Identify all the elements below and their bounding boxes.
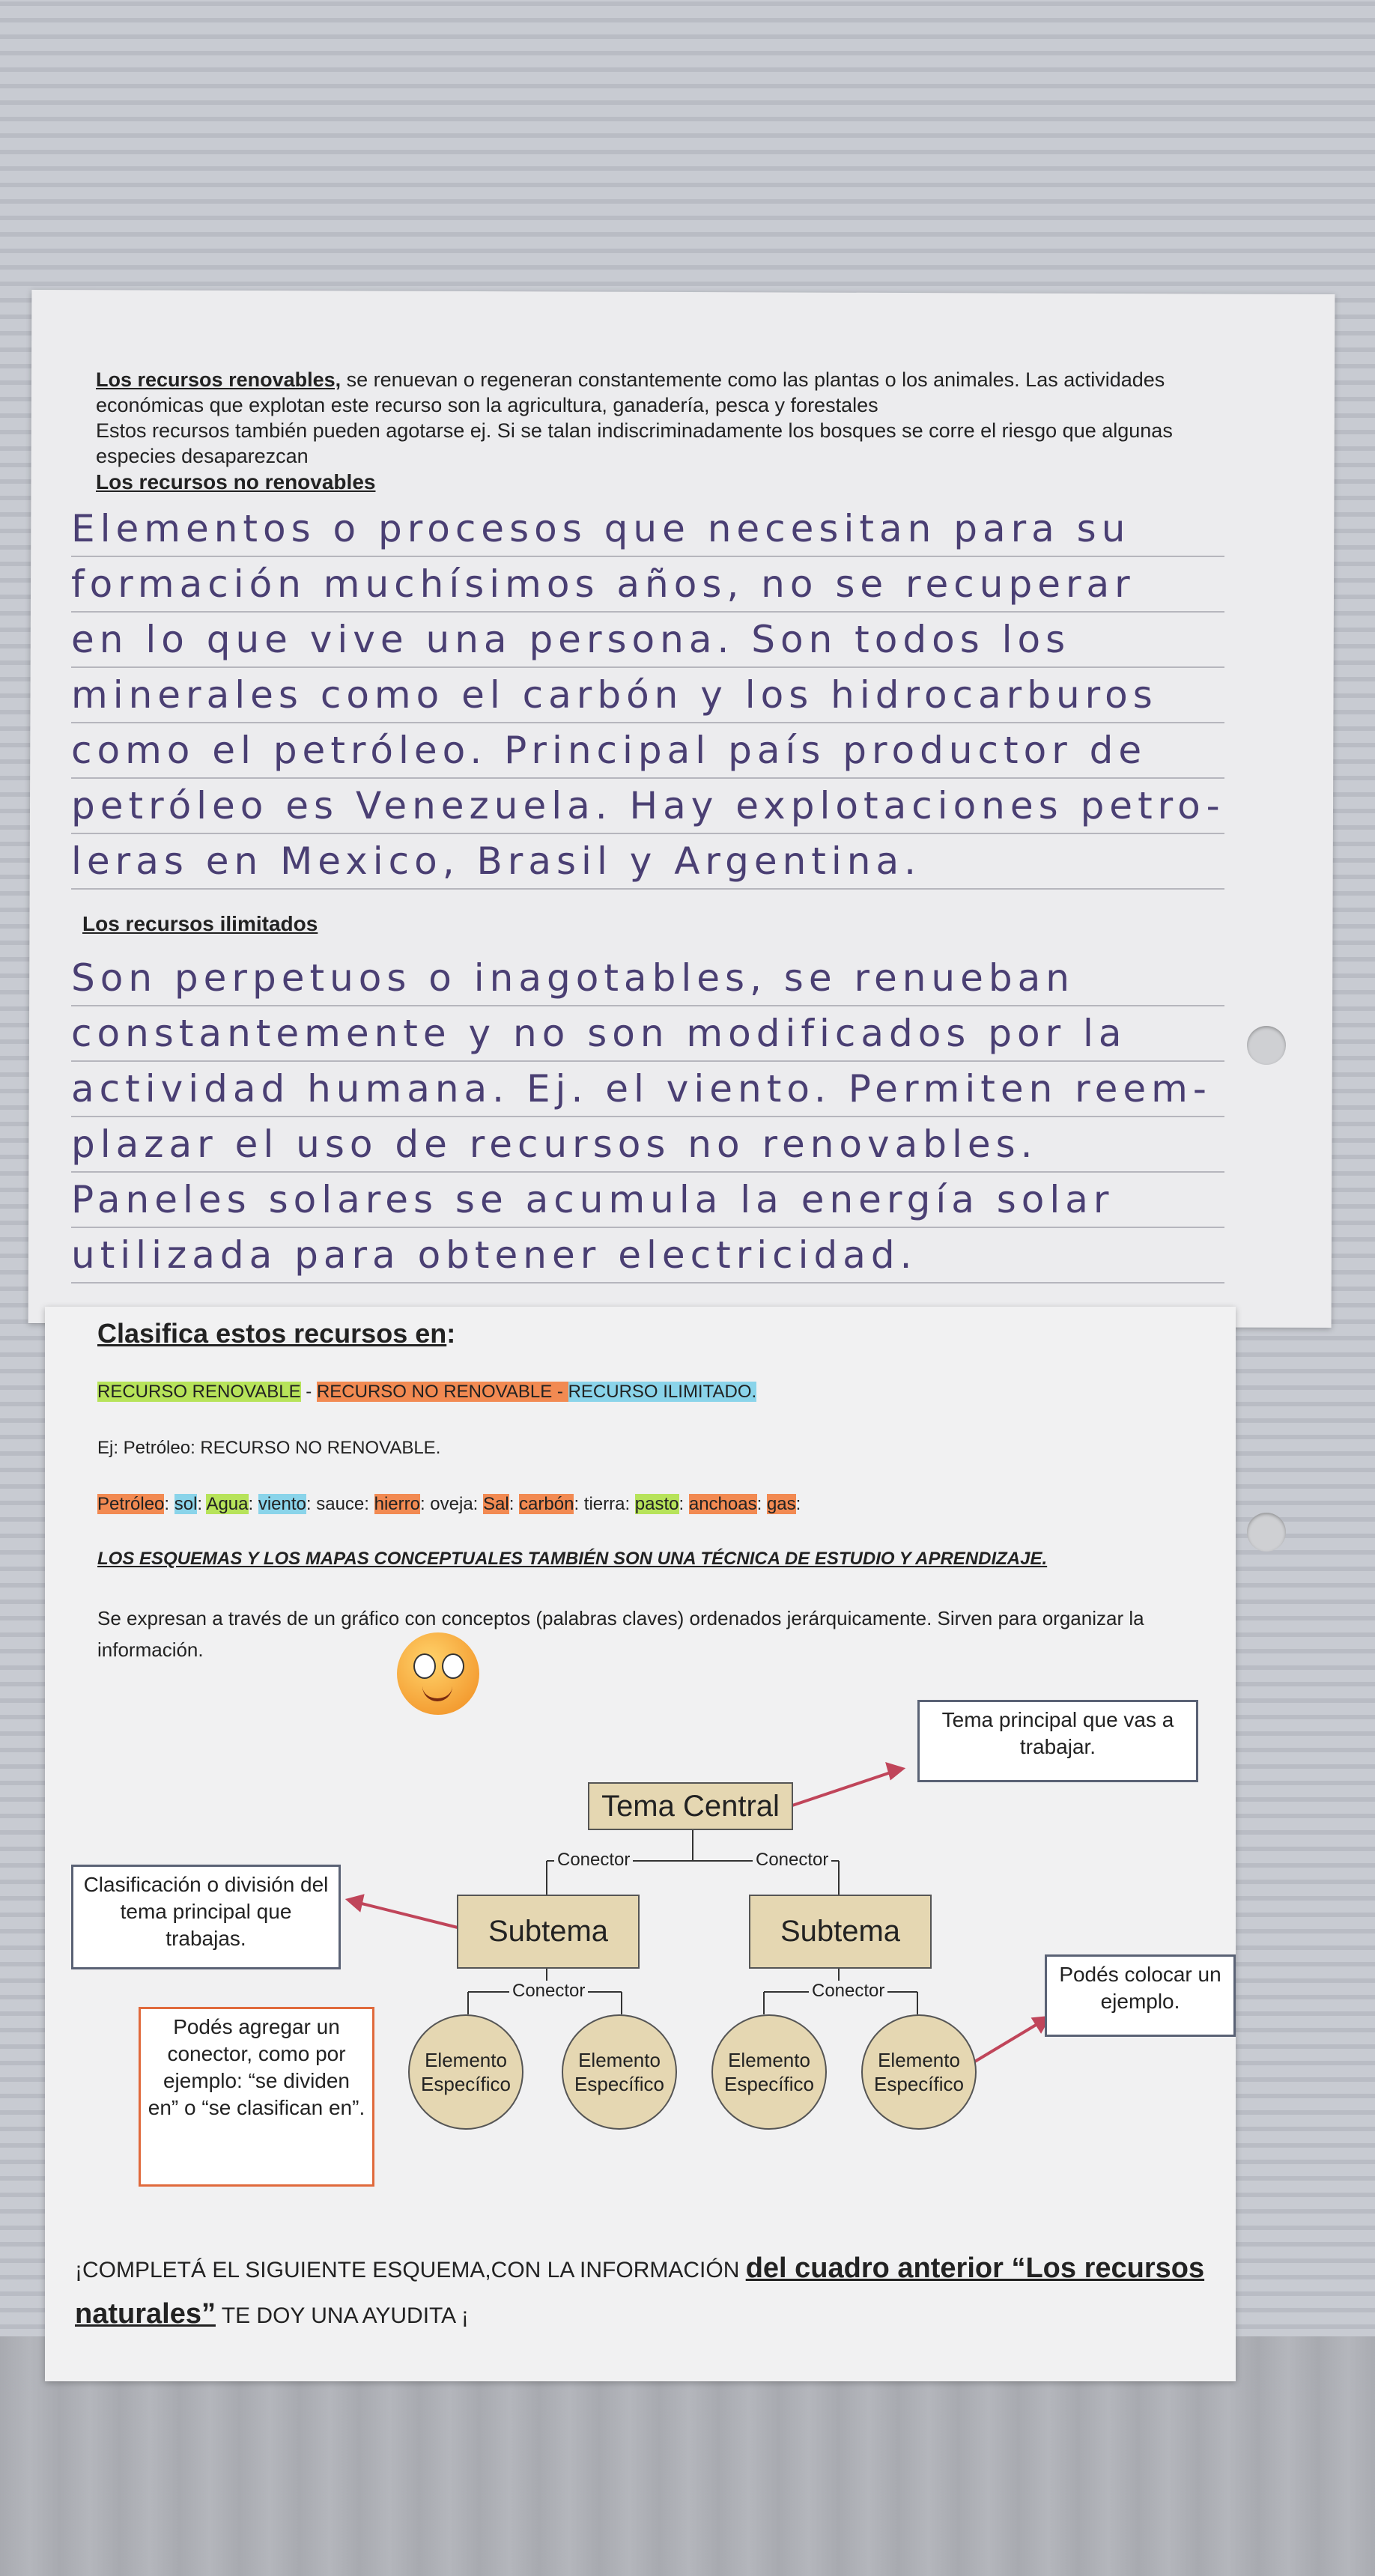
conector-label: Conector	[509, 1981, 588, 2002]
tema-central-box: Tema Central	[588, 1782, 793, 1830]
resource-item: viento	[258, 1494, 306, 1514]
handwritten-line: actividad humana. Ej. el viento. Permiten reem-	[71, 1062, 1224, 1117]
note-tema-principal: Tema principal que vas a trabajar.	[917, 1700, 1198, 1782]
resource-item: Agua	[206, 1494, 249, 1514]
resource-item: gas	[766, 1494, 796, 1514]
no-renovables-title: Los recursos no renovables	[96, 470, 376, 493]
example-line: Ej: Petróleo: RECURSO NO RENOVABLE.	[97, 1438, 441, 1458]
category-no-renovable: RECURSO NO RENOVABLE -	[316, 1382, 568, 1402]
resource-item: Sal	[483, 1494, 509, 1514]
renovables-title: Los recursos renovables,	[96, 368, 342, 391]
clasifica-colon: :	[446, 1318, 456, 1349]
handwritten-line: constantemente y no son modificados por la	[71, 1006, 1224, 1062]
handwritten-line: Paneles solares se acumula la energía solar	[71, 1173, 1224, 1228]
handwritten-line: Son perpetuos o inagotables, se renueban	[71, 951, 1224, 1006]
resource-item: anchoas	[688, 1494, 757, 1514]
handwritten-line: en lo que vive una persona. Son todos los	[71, 613, 1224, 668]
handwritten-line: petróleo es Venezuela. Hay explotaciones petro-	[71, 779, 1224, 834]
esquemas-title: LOS ESQUEMAS Y LOS MAPAS CONCEPTUALES TAMBIÉN SON UNA TÉCNICA DE ESTUDIO Y APRENDIZAJE.	[97, 1549, 1048, 1569]
final-text-2: TE DOY UNA AYUDITA ¡	[215, 2303, 469, 2328]
resource-item: carbón	[519, 1494, 574, 1514]
subtema-box: Subtema	[749, 1895, 932, 1969]
resource-item: : sauce:	[306, 1494, 374, 1514]
resource-item: Petróleo	[97, 1494, 165, 1514]
note-conector: Podés agregar un conector, como por ejemplo: “se dividen en” o “se clasifican en”.	[139, 2007, 374, 2187]
category-ilimitado: RECURSO ILIMITADO.	[568, 1382, 757, 1402]
elemento-circle: Elemento Específico	[861, 2014, 977, 2130]
esquemas-text: Se expresan a través de un gráfico con conceptos (palabras claves) ordenados jerárquicamente. Sirven para organizar la información.	[97, 1607, 1144, 1661]
final-text-bold: del cuadro anterior “Los recursos naturales”	[75, 2253, 1205, 2330]
resource-item: sol	[174, 1494, 198, 1514]
resource-item: :	[197, 1494, 207, 1514]
conector-label: Conector	[753, 1850, 831, 1871]
resource-item: :	[756, 1494, 767, 1514]
resource-item: :	[795, 1494, 801, 1514]
handwritten-line: minerales como el carbón y los hidrocarburos	[71, 668, 1224, 723]
resource-item: :	[248, 1494, 258, 1514]
category-renovable: RECURSO RENOVABLE	[97, 1382, 301, 1402]
resource-item: :	[679, 1494, 689, 1514]
note-clasificacion: Clasificación o división del tema principal que trabajas.	[71, 1865, 341, 1969]
renovables-text-2: Estos recursos también pueden agotarse ej. Si se talan indiscriminadamente los bosques se corre el riesgo que algunas especies desaparezcan	[96, 419, 1173, 467]
elemento-circle: Elemento Específico	[711, 2014, 827, 2130]
clasifica-title: Clasifica estos recursos en	[97, 1318, 447, 1349]
handwritten-line: plazar el uso de recursos no renovables.	[71, 1117, 1224, 1173]
handwritten-line: Elementos o procesos que necesitan para su	[71, 502, 1224, 557]
resource-item: pasto	[634, 1494, 679, 1514]
subtema-box: Subtema	[457, 1895, 640, 1969]
resource-item: : tierra:	[574, 1494, 635, 1514]
resource-item: :	[164, 1494, 174, 1514]
note-ejemplo: Podés colocar un ejemplo.	[1045, 1954, 1236, 2037]
resource-item: hierro	[374, 1494, 420, 1514]
handwritten-line: leras en Mexico, Brasil y Argentina.	[71, 834, 1224, 890]
elemento-circle: Elemento Específico	[408, 2014, 523, 2130]
final-instruction	[75, 2247, 1243, 2338]
ilimitados-title: Los recursos ilimitados	[82, 912, 318, 935]
resource-item: : oveja:	[419, 1494, 484, 1514]
handwritten-line: formación muchísimos años, no se recuperar	[71, 557, 1224, 613]
final-text-1: ¡COMPLETÁ EL SIGUIENTE ESQUEMA,CON LA INFORMACIÓN	[75, 2258, 746, 2282]
resource-item: :	[509, 1494, 520, 1514]
conector-label: Conector	[554, 1850, 633, 1871]
conector-label: Conector	[809, 1981, 887, 2002]
renovables-text: se renuevan o regeneran constantemente como las plantas o los animales. Las actividades económicas que explotan este recurso son la agricultura, ganadería, pesca y forestales	[96, 368, 1165, 416]
elemento-circle: Elemento Específico	[562, 2014, 677, 2130]
handwritten-line: utilizada para obtener electricidad.	[71, 1228, 1224, 1284]
handwritten-line: como el petróleo. Principal país productor de	[71, 723, 1224, 779]
category-separator: -	[300, 1382, 317, 1402]
